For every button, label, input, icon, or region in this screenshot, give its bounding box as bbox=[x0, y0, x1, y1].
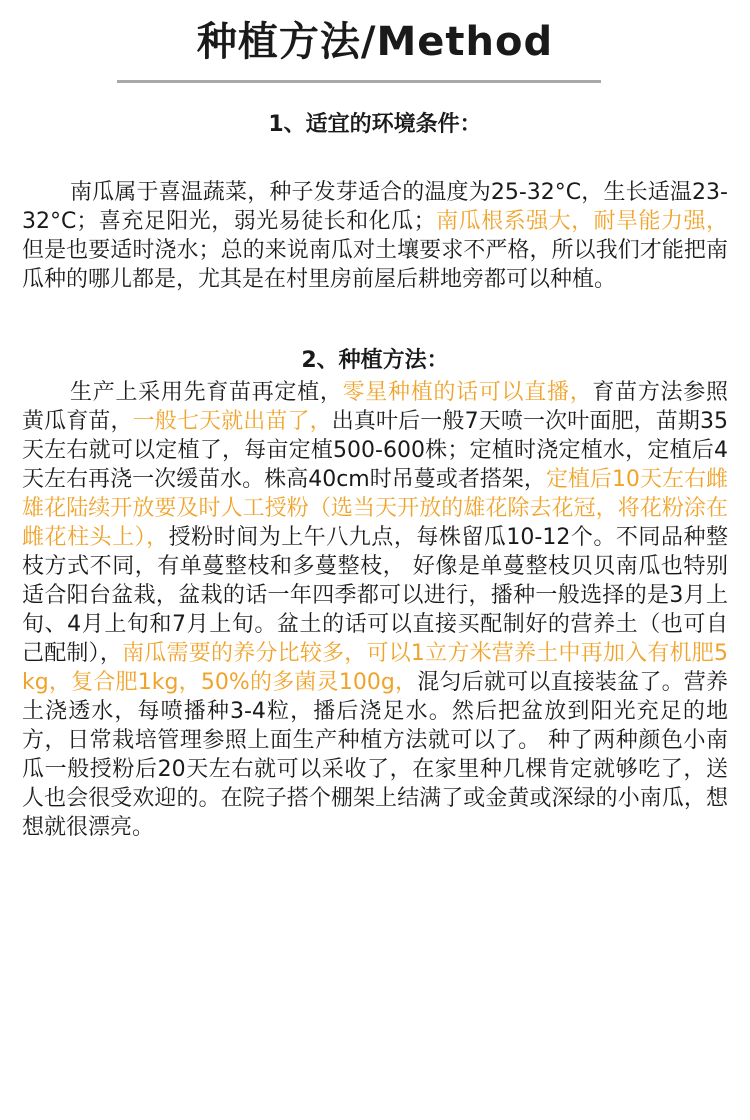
section-1-highlight: 南瓜根系强大，耐旱能力强， bbox=[435, 209, 728, 234]
title-divider bbox=[117, 80, 601, 83]
section-1-heading: 1、适宜的环境条件： bbox=[268, 112, 482, 137]
section-2-paragraph bbox=[22, 378, 728, 842]
section-2-highlight: 一般七天就出苗了， bbox=[132, 409, 332, 434]
section-2-text: 授粉时间为上午八九点，每株留瓜10-12个。不同品种整枝方式不同，有单蔓整枝和多蔓整枝， 好像是单蔓整枝贝贝南瓜也特别适合阳台盆栽，盆栽的话一年四季都可以进行，播种一般选择的是3月上旬、4月上旬和7月上旬。盆土的话可以直接买配制好的营养土（也可自己配制）， bbox=[22, 525, 728, 666]
section-1-paragraph bbox=[22, 178, 728, 294]
section-1-text: 但是也要适时浇水；总的来说南瓜对土壤要求不严格，所以我们才能把南瓜种的哪儿都是，尤其是在村里房前屋后耕地旁都可以种植。 bbox=[22, 238, 728, 292]
section-1-text: 南瓜属于喜温蔬菜，种子发芽适合的温度为25-32°C，生长适温23-32°C；喜充足阳光，弱光易徒长和化瓜； bbox=[22, 180, 728, 234]
section-2-text: 出真叶后一般7天喷一次叶面肥，苗期35天左右就可以定植了，每亩定植500-600株；定植时浇定植水，定植后4天左右再浇一次缓苗水。株高40cm时吊蔓或者搭架， bbox=[22, 409, 728, 492]
section-2-highlight: 定植后10天左右雌雄花陆续开放要及时人工授粉（选当天开放的雄花除去花冠，将花粉涂在雌花柱头上）， bbox=[22, 467, 728, 550]
section-2-highlight: 零星种植的话可以直播， bbox=[342, 380, 593, 405]
section-2-text: 混匀后就可以直接装盆了。营养土浇透水，每喷播种3-4粒，播后浇足水。然后把盆放到阳光充足的地方，日常栽培管理参照上面生产种植方法就可以了。 种了两种颜色小南瓜一般授粉后20天左右就可以采收了， bbox=[22, 670, 728, 782]
section-2-highlight: 南瓜需要的养分比较多，可以1立方米营养土中再加入有机肥5kg，复合肥1kg，50%的多菌灵100g， bbox=[22, 641, 728, 695]
page-title: 种植方法/Method bbox=[196, 19, 554, 65]
section-2-text: 育苗方法参照黄瓜育苗， bbox=[22, 380, 728, 434]
section-2-text: 生产上采用先育苗再定植， bbox=[70, 380, 343, 405]
section-2-text: 在家里种几棵肯定就够吃了，送人也会很受欢迎的。在院子搭个棚架上结满了或金黄或深绿的小南瓜，想想就很漂亮。 bbox=[22, 757, 728, 840]
section-2-heading: 2、种植方法： bbox=[301, 348, 449, 373]
